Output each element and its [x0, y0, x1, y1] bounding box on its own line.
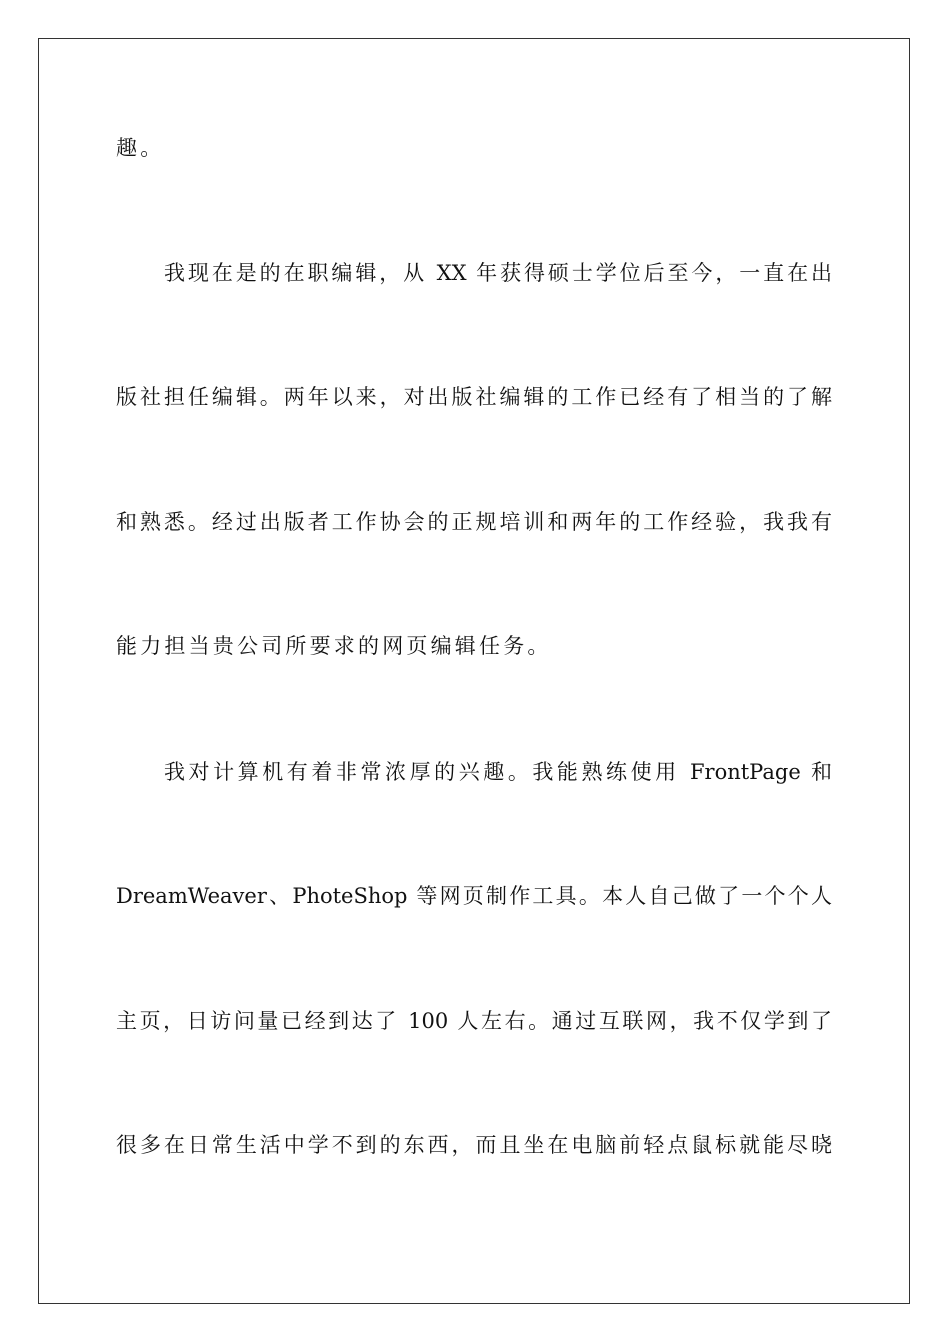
text-line-4: 和熟悉。经过出版者工作协会的正规培训和两年的工作经验，我我有: [116, 510, 832, 534]
text-line-5: 能力担当贵公司所要求的网页编辑任务。: [116, 634, 552, 658]
text-line-3: 版社担任编辑。两年以来，对出版社编辑的工作已经有了相当的了解: [116, 385, 832, 409]
text-line-9: 很多在日常生活中学不到的东西，而且坐在电脑前轻点鼠标就能尽晓: [116, 1133, 832, 1157]
text-line-1: 趣。: [116, 136, 165, 160]
page-border: [38, 38, 910, 1304]
text-line-7: DreamWeaver、PhoteShop 等网页制作工具。本人自己做了一个个人: [116, 884, 832, 908]
text-line-8: 主页，日访问量已经到达了 100 人左右。通过互联网，我不仅学到了: [116, 1009, 832, 1033]
text-line-6: 我对计算机有着非常浓厚的兴趣。我能熟练使用 FrontPage 和: [164, 760, 832, 784]
text-line-2: 我现在是的在职编辑，从 XX 年获得硕士学位后至今，一直在出: [164, 261, 832, 285]
